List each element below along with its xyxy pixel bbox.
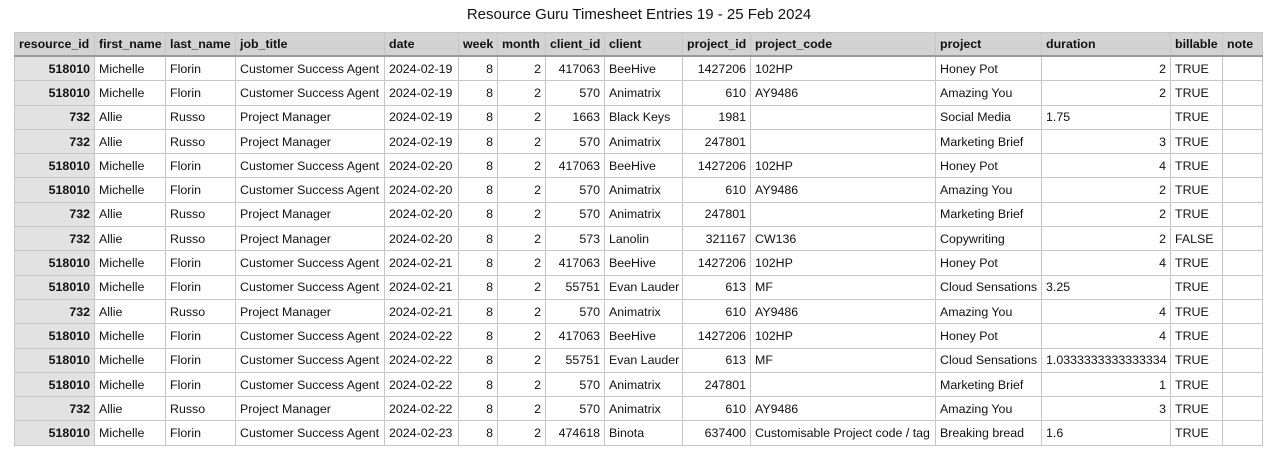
cell-project-code[interactable] — [751, 202, 936, 226]
cell-duration[interactable]: 3.25 — [1042, 275, 1171, 299]
cell-note[interactable] — [1223, 397, 1263, 421]
cell-first-name[interactable]: Allie — [95, 202, 166, 226]
cell-date[interactable]: 2024-02-19 — [385, 105, 459, 129]
cell-project-id[interactable]: 637400 — [683, 421, 751, 445]
cell-note[interactable] — [1223, 372, 1263, 396]
timesheet-table — [14, 32, 1263, 446]
cell-billable[interactable]: TRUE — [1171, 154, 1223, 178]
cell-client-id[interactable]: 55751 — [546, 275, 605, 299]
cell-job-title[interactable]: Project Manager — [236, 129, 385, 153]
cell-client[interactable]: Animatrix — [605, 178, 683, 202]
cell-job-title[interactable]: Customer Success Agent — [236, 372, 385, 396]
column-header-date[interactable]: date — [385, 33, 459, 57]
cell-date[interactable]: 2024-02-21 — [385, 275, 459, 299]
cell-project[interactable]: Marketing Brief — [936, 202, 1042, 226]
cell-week[interactable]: 8 — [459, 421, 498, 445]
cell-resource-id[interactable]: 518010 — [15, 348, 95, 372]
cell-job-title[interactable]: Customer Success Agent — [236, 421, 385, 445]
cell-client[interactable]: Animatrix — [605, 397, 683, 421]
cell-resource-id[interactable]: 518010 — [15, 275, 95, 299]
cell-last-name[interactable]: Florin — [166, 81, 236, 105]
cell-client[interactable]: BeeHive — [605, 154, 683, 178]
cell-duration[interactable]: 4 — [1042, 324, 1171, 348]
cell-note[interactable] — [1223, 105, 1263, 129]
cell-billable[interactable]: TRUE — [1171, 324, 1223, 348]
cell-month[interactable]: 2 — [498, 397, 546, 421]
column-header-note[interactable]: note — [1223, 33, 1263, 57]
cell-resource-id[interactable]: 732 — [15, 129, 95, 153]
cell-project[interactable]: Amazing You — [936, 81, 1042, 105]
cell-month[interactable]: 2 — [498, 129, 546, 153]
cell-client-id[interactable]: 570 — [546, 299, 605, 323]
cell-last-name[interactable]: Florin — [166, 251, 236, 275]
cell-date[interactable]: 2024-02-19 — [385, 81, 459, 105]
cell-month[interactable]: 2 — [498, 324, 546, 348]
cell-week[interactable]: 8 — [459, 348, 498, 372]
cell-client[interactable]: Black Keys — [605, 105, 683, 129]
cell-first-name[interactable]: Michelle — [95, 81, 166, 105]
cell-date[interactable]: 2024-02-22 — [385, 324, 459, 348]
cell-month[interactable]: 2 — [498, 202, 546, 226]
cell-last-name[interactable]: Russo — [166, 397, 236, 421]
cell-week[interactable]: 8 — [459, 202, 498, 226]
cell-note[interactable] — [1223, 202, 1263, 226]
table-row[interactable] — [15, 421, 1263, 445]
cell-resource-id[interactable]: 732 — [15, 202, 95, 226]
cell-month[interactable]: 2 — [498, 81, 546, 105]
cell-week[interactable]: 8 — [459, 129, 498, 153]
cell-project[interactable]: Cloud Sensations — [936, 348, 1042, 372]
cell-project[interactable]: Honey Pot — [936, 154, 1042, 178]
cell-last-name[interactable]: Florin — [166, 348, 236, 372]
cell-client[interactable]: Animatrix — [605, 202, 683, 226]
cell-project[interactable]: Amazing You — [936, 299, 1042, 323]
cell-note[interactable] — [1223, 56, 1263, 81]
cell-first-name[interactable]: Michelle — [95, 56, 166, 81]
column-header-client-id[interactable]: client_id — [546, 33, 605, 57]
cell-date[interactable]: 2024-02-20 — [385, 227, 459, 251]
cell-client-id[interactable]: 570 — [546, 372, 605, 396]
cell-client[interactable]: BeeHive — [605, 251, 683, 275]
cell-job-title[interactable]: Customer Success Agent — [236, 178, 385, 202]
column-header-last-name[interactable]: last_name — [166, 33, 236, 57]
cell-last-name[interactable]: Florin — [166, 275, 236, 299]
cell-first-name[interactable]: Allie — [95, 129, 166, 153]
cell-month[interactable]: 2 — [498, 105, 546, 129]
cell-client-id[interactable]: 417063 — [546, 154, 605, 178]
cell-note[interactable] — [1223, 299, 1263, 323]
cell-project[interactable]: Honey Pot — [936, 56, 1042, 81]
cell-project-code[interactable] — [751, 372, 936, 396]
cell-billable[interactable]: TRUE — [1171, 275, 1223, 299]
cell-note[interactable] — [1223, 154, 1263, 178]
table-row[interactable] — [15, 154, 1263, 178]
cell-date[interactable]: 2024-02-21 — [385, 299, 459, 323]
cell-month[interactable]: 2 — [498, 372, 546, 396]
cell-billable[interactable]: TRUE — [1171, 56, 1223, 81]
sheet-title: Resource Guru Timesheet Entries 19 - 25 Feb 2024 — [466, 6, 812, 23]
cell-duration[interactable]: 1.75 — [1042, 105, 1171, 129]
cell-project-id[interactable]: 247801 — [683, 372, 751, 396]
table-row[interactable] — [15, 397, 1263, 421]
table-row[interactable] — [15, 324, 1263, 348]
cell-client[interactable]: Evan Lauder — [605, 348, 683, 372]
cell-resource-id[interactable]: 518010 — [15, 251, 95, 275]
cell-duration[interactable]: 4 — [1042, 299, 1171, 323]
cell-project-code[interactable]: AY9486 — [751, 299, 936, 323]
table-row[interactable] — [15, 372, 1263, 396]
cell-resource-id[interactable]: 518010 — [15, 421, 95, 445]
cell-job-title[interactable]: Project Manager — [236, 227, 385, 251]
column-header-first-name[interactable]: first_name — [95, 33, 166, 57]
cell-week[interactable]: 8 — [459, 81, 498, 105]
cell-week[interactable]: 8 — [459, 324, 498, 348]
cell-duration[interactable]: 2 — [1042, 178, 1171, 202]
cell-note[interactable] — [1223, 129, 1263, 153]
cell-month[interactable]: 2 — [498, 421, 546, 445]
column-header-project[interactable]: project — [936, 33, 1042, 57]
cell-last-name[interactable]: Florin — [166, 421, 236, 445]
cell-duration[interactable]: 1.0333333333333334 — [1042, 348, 1171, 372]
cell-client-id[interactable]: 570 — [546, 178, 605, 202]
cell-project-code[interactable]: AY9486 — [751, 178, 936, 202]
cell-week[interactable]: 8 — [459, 275, 498, 299]
cell-month[interactable]: 2 — [498, 56, 546, 81]
cell-billable[interactable]: TRUE — [1171, 105, 1223, 129]
cell-month[interactable]: 2 — [498, 227, 546, 251]
table-row[interactable] — [15, 105, 1263, 129]
cell-first-name[interactable]: Michelle — [95, 178, 166, 202]
cell-project-code[interactable]: 102HP — [751, 56, 936, 81]
cell-client[interactable]: BeeHive — [605, 56, 683, 81]
cell-date[interactable]: 2024-02-22 — [385, 372, 459, 396]
column-header-client[interactable]: client — [605, 33, 683, 57]
cell-client-id[interactable]: 573 — [546, 227, 605, 251]
cell-job-title[interactable]: Project Manager — [236, 105, 385, 129]
cell-resource-id[interactable]: 518010 — [15, 81, 95, 105]
cell-project-id[interactable]: 1427206 — [683, 324, 751, 348]
cell-date[interactable]: 2024-02-20 — [385, 202, 459, 226]
cell-last-name[interactable]: Russo — [166, 202, 236, 226]
cell-project[interactable]: Honey Pot — [936, 251, 1042, 275]
cell-job-title[interactable]: Customer Success Agent — [236, 348, 385, 372]
cell-project[interactable]: Marketing Brief — [936, 129, 1042, 153]
cell-last-name[interactable]: Florin — [166, 154, 236, 178]
cell-billable[interactable]: TRUE — [1171, 397, 1223, 421]
cell-note[interactable] — [1223, 348, 1263, 372]
cell-client[interactable]: Animatrix — [605, 299, 683, 323]
table-row[interactable] — [15, 178, 1263, 202]
cell-month[interactable]: 2 — [498, 154, 546, 178]
cell-project-id[interactable]: 1981 — [683, 105, 751, 129]
column-header-billable[interactable]: billable — [1171, 33, 1223, 57]
cell-week[interactable]: 8 — [459, 299, 498, 323]
cell-note[interactable] — [1223, 275, 1263, 299]
cell-resource-id[interactable]: 518010 — [15, 56, 95, 81]
table-row[interactable] — [15, 227, 1263, 251]
cell-project[interactable]: Honey Pot — [936, 324, 1042, 348]
cell-week[interactable]: 8 — [459, 397, 498, 421]
cell-client[interactable]: Binota — [605, 421, 683, 445]
cell-duration[interactable]: 1.6 — [1042, 421, 1171, 445]
cell-first-name[interactable]: Allie — [95, 227, 166, 251]
header-row — [15, 33, 1263, 57]
cell-month[interactable]: 2 — [498, 275, 546, 299]
cell-last-name[interactable]: Florin — [166, 56, 236, 81]
cell-project-id[interactable]: 1427206 — [683, 251, 751, 275]
cell-resource-id[interactable]: 518010 — [15, 154, 95, 178]
cell-job-title[interactable]: Customer Success Agent — [236, 324, 385, 348]
cell-month[interactable]: 2 — [498, 251, 546, 275]
cell-duration[interactable]: 4 — [1042, 154, 1171, 178]
cell-billable[interactable]: TRUE — [1171, 348, 1223, 372]
cell-project[interactable]: Social Media — [936, 105, 1042, 129]
cell-first-name[interactable]: Allie — [95, 397, 166, 421]
cell-duration[interactable]: 1 — [1042, 372, 1171, 396]
table-row[interactable] — [15, 56, 1263, 81]
cell-week[interactable]: 8 — [459, 154, 498, 178]
cell-project[interactable]: Marketing Brief — [936, 372, 1042, 396]
cell-billable[interactable]: TRUE — [1171, 129, 1223, 153]
cell-project-code[interactable]: AY9486 — [751, 397, 936, 421]
cell-date[interactable]: 2024-02-23 — [385, 421, 459, 445]
table-row[interactable] — [15, 129, 1263, 153]
table-row[interactable] — [15, 202, 1263, 226]
column-header-job-title[interactable]: job_title — [236, 33, 385, 57]
cell-billable[interactable]: TRUE — [1171, 299, 1223, 323]
table-row[interactable] — [15, 81, 1263, 105]
cell-note[interactable] — [1223, 421, 1263, 445]
cell-first-name[interactable]: Michelle — [95, 154, 166, 178]
cell-resource-id[interactable]: 732 — [15, 227, 95, 251]
cell-project-code[interactable]: 102HP — [751, 251, 936, 275]
cell-note[interactable] — [1223, 251, 1263, 275]
cell-first-name[interactable]: Michelle — [95, 275, 166, 299]
cell-note[interactable] — [1223, 324, 1263, 348]
cell-billable[interactable]: TRUE — [1171, 372, 1223, 396]
cell-client[interactable]: Evan Lauder — [605, 275, 683, 299]
cell-client-id[interactable]: 570 — [546, 81, 605, 105]
cell-date[interactable]: 2024-02-20 — [385, 154, 459, 178]
cell-duration[interactable]: 2 — [1042, 56, 1171, 81]
cell-project-id[interactable]: 610 — [683, 299, 751, 323]
cell-project-code[interactable]: AY9486 — [751, 81, 936, 105]
cell-client[interactable]: Lanolin — [605, 227, 683, 251]
cell-project-code[interactable] — [751, 105, 936, 129]
cell-note[interactable] — [1223, 81, 1263, 105]
cell-last-name[interactable]: Russo — [166, 105, 236, 129]
cell-last-name[interactable]: Russo — [166, 129, 236, 153]
cell-job-title[interactable]: Customer Success Agent — [236, 275, 385, 299]
cell-client[interactable]: BeeHive — [605, 324, 683, 348]
cell-job-title[interactable]: Project Manager — [236, 299, 385, 323]
table-row[interactable] — [15, 251, 1263, 275]
cell-duration[interactable]: 2 — [1042, 202, 1171, 226]
cell-last-name[interactable]: Florin — [166, 324, 236, 348]
cell-project-code[interactable]: CW136 — [751, 227, 936, 251]
column-header-week[interactable]: week — [459, 33, 498, 57]
cell-week[interactable]: 8 — [459, 178, 498, 202]
cell-week[interactable]: 8 — [459, 56, 498, 81]
cell-project-code[interactable]: MF — [751, 275, 936, 299]
cell-project-id[interactable]: 613 — [683, 275, 751, 299]
cell-resource-id[interactable]: 732 — [15, 397, 95, 421]
cell-client-id[interactable]: 1663 — [546, 105, 605, 129]
cell-duration[interactable]: 2 — [1042, 227, 1171, 251]
cell-project-id[interactable]: 247801 — [683, 129, 751, 153]
cell-last-name[interactable]: Russo — [166, 227, 236, 251]
cell-date[interactable]: 2024-02-21 — [385, 251, 459, 275]
cell-billable[interactable]: TRUE — [1171, 81, 1223, 105]
cell-project-id[interactable]: 610 — [683, 397, 751, 421]
cell-first-name[interactable]: Allie — [95, 299, 166, 323]
cell-job-title[interactable]: Project Manager — [236, 397, 385, 421]
cell-client[interactable]: Animatrix — [605, 81, 683, 105]
cell-duration[interactable]: 3 — [1042, 397, 1171, 421]
cell-first-name[interactable]: Michelle — [95, 372, 166, 396]
cell-date[interactable]: 2024-02-19 — [385, 129, 459, 153]
cell-project-id[interactable]: 321167 — [683, 227, 751, 251]
cell-billable[interactable]: TRUE — [1171, 251, 1223, 275]
cell-job-title[interactable]: Customer Success Agent — [236, 56, 385, 81]
cell-date[interactable]: 2024-02-20 — [385, 178, 459, 202]
column-header-project-id[interactable]: project_id — [683, 33, 751, 57]
cell-project-id[interactable]: 1427206 — [683, 56, 751, 81]
cell-week[interactable]: 8 — [459, 251, 498, 275]
cell-client-id[interactable]: 417063 — [546, 56, 605, 81]
cell-note[interactable] — [1223, 178, 1263, 202]
cell-resource-id[interactable]: 518010 — [15, 178, 95, 202]
cell-last-name[interactable]: Florin — [166, 178, 236, 202]
cell-job-title[interactable]: Customer Success Agent — [236, 251, 385, 275]
cell-project[interactable]: Amazing You — [936, 178, 1042, 202]
cell-resource-id[interactable]: 518010 — [15, 324, 95, 348]
cell-week[interactable]: 8 — [459, 105, 498, 129]
cell-client-id[interactable]: 570 — [546, 202, 605, 226]
cell-duration[interactable]: 3 — [1042, 129, 1171, 153]
cell-week[interactable]: 8 — [459, 372, 498, 396]
cell-first-name[interactable]: Allie — [95, 105, 166, 129]
cell-project-id[interactable]: 613 — [683, 348, 751, 372]
cell-job-title[interactable]: Customer Success Agent — [236, 81, 385, 105]
cell-client-id[interactable]: 417063 — [546, 251, 605, 275]
table-body — [15, 56, 1263, 445]
cell-month[interactable]: 2 — [498, 178, 546, 202]
cell-project[interactable]: Copywriting — [936, 227, 1042, 251]
cell-project[interactable]: Breaking bread — [936, 421, 1042, 445]
cell-month[interactable]: 2 — [498, 299, 546, 323]
cell-job-title[interactable]: Project Manager — [236, 202, 385, 226]
cell-duration[interactable]: 2 — [1042, 81, 1171, 105]
cell-project-id[interactable]: 610 — [683, 178, 751, 202]
cell-date[interactable]: 2024-02-22 — [385, 348, 459, 372]
cell-first-name[interactable]: Michelle — [95, 348, 166, 372]
cell-client-id[interactable]: 570 — [546, 129, 605, 153]
cell-job-title[interactable]: Customer Success Agent — [236, 154, 385, 178]
cell-project-code[interactable]: MF — [751, 348, 936, 372]
cell-resource-id[interactable]: 732 — [15, 105, 95, 129]
table-row[interactable] — [15, 299, 1263, 323]
column-header-project-code[interactable]: project_code — [751, 33, 936, 57]
cell-client-id[interactable]: 570 — [546, 397, 605, 421]
cell-billable[interactable]: TRUE — [1171, 178, 1223, 202]
cell-billable[interactable]: FALSE — [1171, 227, 1223, 251]
column-header-duration[interactable]: duration — [1042, 33, 1171, 57]
cell-project-id[interactable]: 610 — [683, 81, 751, 105]
cell-billable[interactable]: TRUE — [1171, 421, 1223, 445]
cell-client-id[interactable]: 55751 — [546, 348, 605, 372]
table-row[interactable] — [15, 348, 1263, 372]
cell-last-name[interactable]: Russo — [166, 299, 236, 323]
cell-project-code[interactable]: 102HP — [751, 324, 936, 348]
cell-resource-id[interactable]: 732 — [15, 299, 95, 323]
column-header-resource-id[interactable]: resource_id — [15, 33, 95, 57]
cell-client-id[interactable]: 474618 — [546, 421, 605, 445]
cell-project-code[interactable]: Customisable Project code / tag — [751, 421, 936, 445]
cell-first-name[interactable]: Michelle — [95, 324, 166, 348]
cell-last-name[interactable]: Florin — [166, 372, 236, 396]
cell-date[interactable]: 2024-02-19 — [385, 56, 459, 81]
cell-first-name[interactable]: Michelle — [95, 251, 166, 275]
cell-project-id[interactable]: 1427206 — [683, 154, 751, 178]
cell-client-id[interactable]: 417063 — [546, 324, 605, 348]
cell-client[interactable]: Animatrix — [605, 129, 683, 153]
cell-note[interactable] — [1223, 227, 1263, 251]
cell-month[interactable]: 2 — [498, 348, 546, 372]
cell-client[interactable]: Animatrix — [605, 372, 683, 396]
cell-project-code[interactable]: 102HP — [751, 154, 936, 178]
cell-duration[interactable]: 4 — [1042, 251, 1171, 275]
column-header-month[interactable]: month — [498, 33, 546, 57]
cell-week[interactable]: 8 — [459, 227, 498, 251]
cell-project-code[interactable] — [751, 129, 936, 153]
table-row[interactable] — [15, 275, 1263, 299]
cell-project[interactable]: Cloud Sensations — [936, 275, 1042, 299]
cell-project-id[interactable]: 247801 — [683, 202, 751, 226]
cell-first-name[interactable]: Michelle — [95, 421, 166, 445]
cell-billable[interactable]: TRUE — [1171, 202, 1223, 226]
cell-resource-id[interactable]: 518010 — [15, 372, 95, 396]
cell-date[interactable]: 2024-02-22 — [385, 397, 459, 421]
cell-project[interactable]: Amazing You — [936, 397, 1042, 421]
